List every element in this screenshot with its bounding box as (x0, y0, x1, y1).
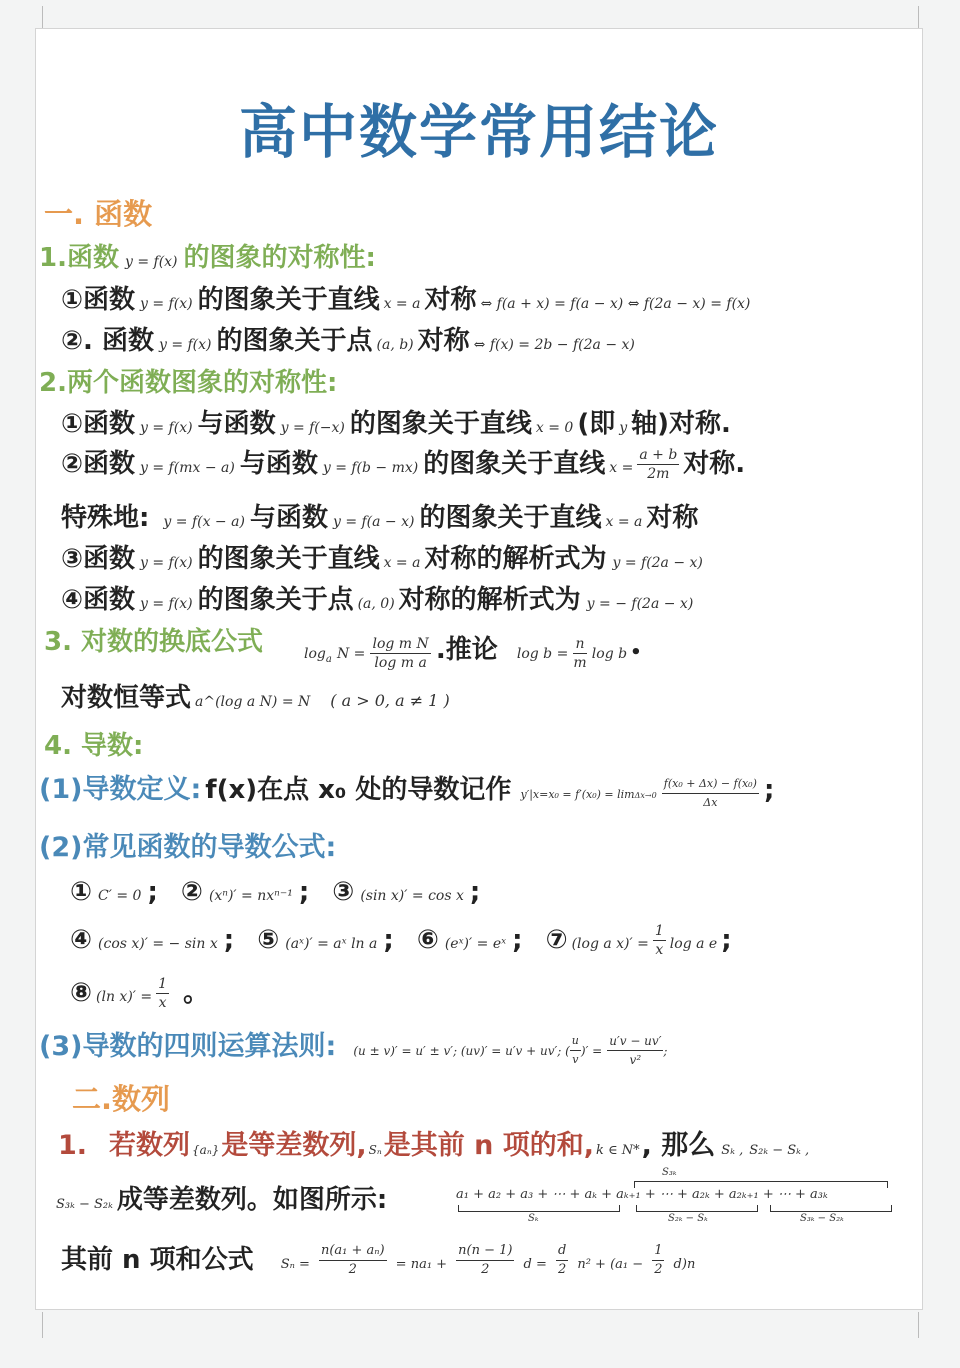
underbrace (458, 1205, 620, 1212)
rule-two-func-3: ③函数 y = f(x) 的图象关于直线 x = a 对称的解析式为 y = f(2a − x) (61, 544, 703, 574)
derivative-arithmetic-rules: (3)导数的四则运算法则: (u ± v)′ = u′ ± v′; (uv)′ = u′v + uv′; ( $\frac{u}{v}$ )′ = $\frac{u'v - uv'}{\text{v²}}$ ; (39, 1031, 668, 1067)
sum-formula: 其前 n 项和公式 Sₙ = $\frac{\text{n(a₁ + aₙ)}}{2}$ = na₁ + $\frac{n(n - 1)}{2}$ d = $\frac{d}{2}$ n² + (a₁ − $\frac{1}{2}$ d)n (61, 1243, 696, 1277)
derivative-formulas-row-1: ① C′ = 0 ; ② (xⁿ)′ = nxⁿ⁻¹ ; ③ (sin x)′ = cos x ; (70, 877, 481, 907)
fraction: $\frac{\text{log m N}}{\text{log m a}}$ (372, 636, 429, 671)
fraction: $\frac{1}{x}$ (158, 976, 168, 1011)
derivative-formulas-row-2: ④ (cos x)′ = − sin x ; ⑤ (aˣ)′ = aˣ ln a ; ⑥ (eˣ)′ = eˣ ; ⑦ (log a x)′ = $\frac{1}{x}$ log a e ; (70, 923, 732, 958)
section-functions: 一. 函数 (44, 197, 153, 231)
fraction: $\frac{1}{2}$ (654, 1243, 663, 1277)
partial-sum-diagram (456, 1167, 896, 1229)
fraction: $\frac{d}{2}$ (557, 1243, 567, 1277)
rule-point-symmetry: ②. 函数 y = f(x) 的图象关于点 (a, b) 对称 ⇔ f(x) = 2b − f(2a − x) (61, 326, 635, 356)
fraction: $\frac{a + b}{2m}$ (639, 447, 678, 482)
fraction: $\frac{\text{n(a₁ + aₙ)}}{2}$ (320, 1243, 385, 1277)
fraction: $\frac{u'v - uv'}{\text{v²}}$ (609, 1034, 662, 1067)
underbrace-label: S₂ₖ − Sₖ (668, 1213, 708, 1224)
derivative-formulas-row-3: ⑧ (ln x)′ = $\frac{1}{x}$ 。 (70, 976, 210, 1011)
fraction: $\frac{1}{x}$ (654, 923, 664, 958)
special-case: 特殊地: y = f(x − a) 与函数 y = f(a − x) 的图象关于直线 x = a 对称 (61, 503, 699, 533)
crop-mark (918, 1312, 919, 1338)
derivative-definition: (1)导数定义: f(x)在点 x₀ 处的导数记作 y′|x=x₀ = f′(x₀) = limΔx→0 $\frac{\text{f(x₀ + Δx) − f(x₀)}}{\Delta x}$ ; (39, 767, 774, 812)
document-page (35, 28, 923, 1310)
overbrace-label: S₃ₖ (662, 1167, 677, 1178)
sum-expression: a₁ + a₂ + a₃ + ⋯ + aₖ + aₖ₊₁ + ⋯ + a₂ₖ + a₂ₖ₊₁ + ⋯ + a₃ₖ (456, 1187, 828, 1202)
heading-derivative: 4. 导数: (44, 731, 144, 761)
fraction: $\frac{u}{v}$ (571, 1034, 579, 1066)
heading-two-functions: 2.两个函数图象的对称性: (39, 368, 338, 398)
underbrace-label: S₃ₖ − S₂ₖ (800, 1213, 844, 1224)
underbrace (636, 1205, 758, 1212)
rule-two-func-2: ②函数 y = f(mx − a) 与函数 y = f(b − mx) 的图象关于直线 x = $\frac{a + b}{2m}$ 对称. (61, 447, 746, 482)
sequence-property: 1. 若数列 {aₙ}是等差数列, Sₙ是其前 n 项的和, k ∈ N*, 那么 Sₖ , S₂ₖ − Sₖ , (58, 1130, 810, 1161)
section-sequences: 二.数列 (72, 1082, 171, 1116)
underbrace (770, 1205, 892, 1212)
heading-symmetry: 1.函数 y = f(x) 的图象的对称性: (39, 243, 376, 273)
crop-mark (42, 1312, 43, 1338)
page-title: 高中数学常用结论 (238, 98, 719, 166)
fraction: $\frac{n(n - 1)}{2}$ (458, 1243, 513, 1277)
rule-line-symmetry: ①函数 y = f(x) 的图象关于直线 x = a 对称 ⇔ f(a + x) = f(a − x) ⇔ f(2a − x) = f(x) (61, 285, 751, 315)
log-identity: 对数恒等式 a^(log a N) = N ( a > 0, a ≠ 1 ) (61, 683, 450, 713)
fraction: $\frac{n}{m}$ (573, 636, 587, 671)
heading-logarithm: 3. 对数的换底公式 (44, 627, 264, 657)
sequence-property-cont: S₃ₖ − S₂ₖ 成等差数列。如图所示: (56, 1185, 388, 1215)
heading-derivative-formulas: (2)常见函数的导数公式: (39, 832, 337, 863)
change-of-base-formula: $\log_a N$ = $\frac{\text{log m N}}{\text{log m a}}$ .推论 log b = $\frac{n}{m}$ log b • (304, 635, 642, 671)
rule-two-func-1: ①函数 y = f(x) 与函数 y = f(−x) 的图象关于直线 x = 0 (即 y 轴)对称. (61, 409, 731, 439)
underbrace-label: Sₖ (528, 1213, 539, 1224)
rule-two-func-4: ④函数 y = f(x) 的图象关于点 (a, 0) 对称的解析式为 y = − f(2a − x) (61, 585, 694, 615)
fraction: $\frac{\text{f(x₀ + Δx) − f(x₀)}}{\Delta x}$ (663, 777, 757, 809)
